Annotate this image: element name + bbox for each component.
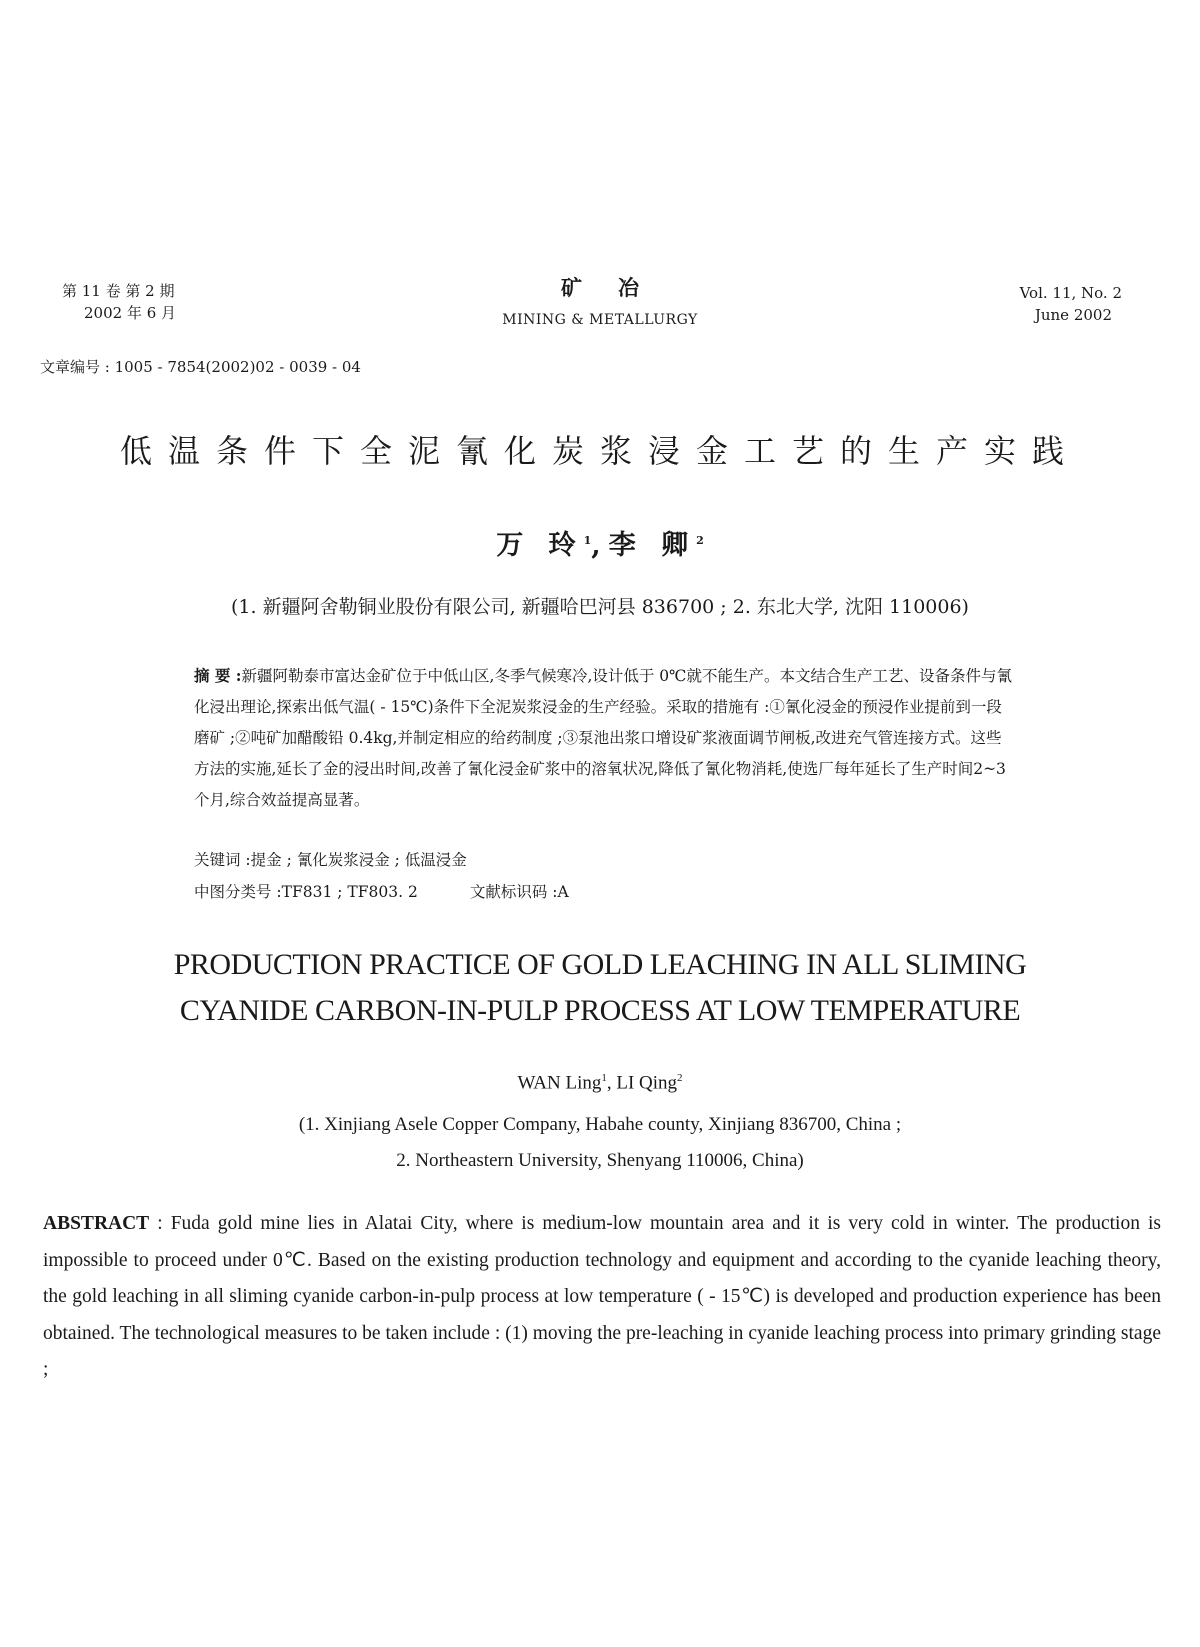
classification-value: TF831 ; TF803. 2 (281, 883, 418, 901)
author-2-en: LI Qing (616, 1072, 678, 1094)
journal-name-cn: 矿冶 (561, 275, 675, 300)
author-separator: , (591, 530, 609, 561)
abstract-en-text: : Fuda gold mine lies in Alatai City, where is medium-low mountain area and it is very cold in winter. The production is impossible to proceed under 0℃. Based on the existing production technology and equipment and according to the cyanide leaching theory, the gold leaching in all sliming cyanide carbon-in-pulp process at low temperature ( - 15℃) is developed and production experience has been obtained. The technological measures to be taken include : (1) moving the pre-leaching in cyanide leaching process into primary grinding stage ; (43, 1213, 1161, 1380)
document-code-label: 文献标识码 : (469, 883, 558, 901)
abstract-cn-text: 新疆阿勒泰市富达金矿位于中低山区,冬季气候寒冷,设计低于 0℃就不能生产。本文结合生产工艺、设备条件与氰化浸出理论,探索出低气温( - 15℃)条件下全泥炭浆浸金的生产经验。采取的措施有 :①氰化浸金的预浸作业提前到一段磨矿 ;②吨矿加醋酸铅 0.4kg,并制定相应的给药制度 ;③泵池出浆口增设矿浆液面调节闸板,改进充气管连接方式。这些方法的实施,延长了金的浸出时间,改善了氰化浸金矿浆中的溶氧状况,降低了氰化物消耗,使选厂每年延长了生产时间2~3 个月,综合效益提高显著。 (194, 667, 1013, 809)
abstract-en-label: ABSTRACT (43, 1213, 150, 1234)
affiliation-en-line-1: (1. Xinjiang Asele Copper Company, Habahe county, Xinjiang 836700, China ; (298, 1114, 902, 1135)
abstract-cn-label: 摘 要 : (194, 666, 242, 685)
abstract-en (43, 1206, 1161, 1382)
author-1-en: WAN Ling (517, 1072, 602, 1094)
authors-cn (0, 523, 1200, 562)
author-2-cn: 李 卿 (608, 530, 697, 561)
volume-issue-cn: 第 11 卷 第 2 期 (62, 282, 175, 300)
author-1-affil-mark: 1 (583, 534, 592, 547)
date-en: June 2002 (1034, 306, 1112, 324)
abstract-cn (194, 660, 1014, 816)
article-number: 文章编号 : 1005 - 7854(2002)02 - 0039 - 04 (40, 358, 361, 376)
keywords-cn-text: 提金 ; 氰化炭浆浸金 ; 低温浸金 (250, 851, 467, 869)
author-1-en-affil-mark: 1 (601, 1072, 607, 1084)
authors-en (0, 1072, 1200, 1094)
document-code-value: A (557, 883, 569, 901)
paper-title-en (0, 942, 1200, 1034)
paper-title-en-line-2: CYANIDE CARBON-IN-PULP PROCESS AT LOW TEMPERATURE (179, 994, 1021, 1027)
author-2-en-affil-mark: 2 (677, 1072, 683, 1084)
keywords-cn (194, 848, 467, 870)
paper-title-en-line-1: PRODUCTION PRACTICE OF GOLD LEACHING IN ALL SLIMING (173, 948, 1027, 981)
classification-label: 中图分类号 : (194, 883, 282, 901)
journal-name-en: MINING & METALLURGY (502, 312, 698, 328)
author-2-affil-mark: 2 (696, 534, 704, 547)
journal-volume-en-block (1020, 282, 1122, 326)
keywords-cn-label: 关键词 : (194, 851, 251, 869)
affiliation-cn: (1. 新疆阿舍勒铜业股份有限公司, 新疆哈巴河县 836700 ; 2. 东北大学, 沈阳 110006) (231, 596, 969, 618)
classification-line (194, 880, 569, 902)
affiliation-en (0, 1107, 1200, 1179)
date-cn: 2002 年 6 月 (84, 304, 177, 322)
affiliation-en-line-2: 2. Northeastern University, Shenyang 110006, China) (396, 1150, 804, 1171)
paper-title-cn: 低温条件下全泥氰化炭浆浸金工艺的生产实践 (119, 432, 1080, 470)
author-en-separator: , (606, 1072, 617, 1094)
author-1-cn: 万 玲 (496, 530, 584, 561)
volume-issue-en: Vol. 11, No. 2 (1019, 284, 1122, 302)
